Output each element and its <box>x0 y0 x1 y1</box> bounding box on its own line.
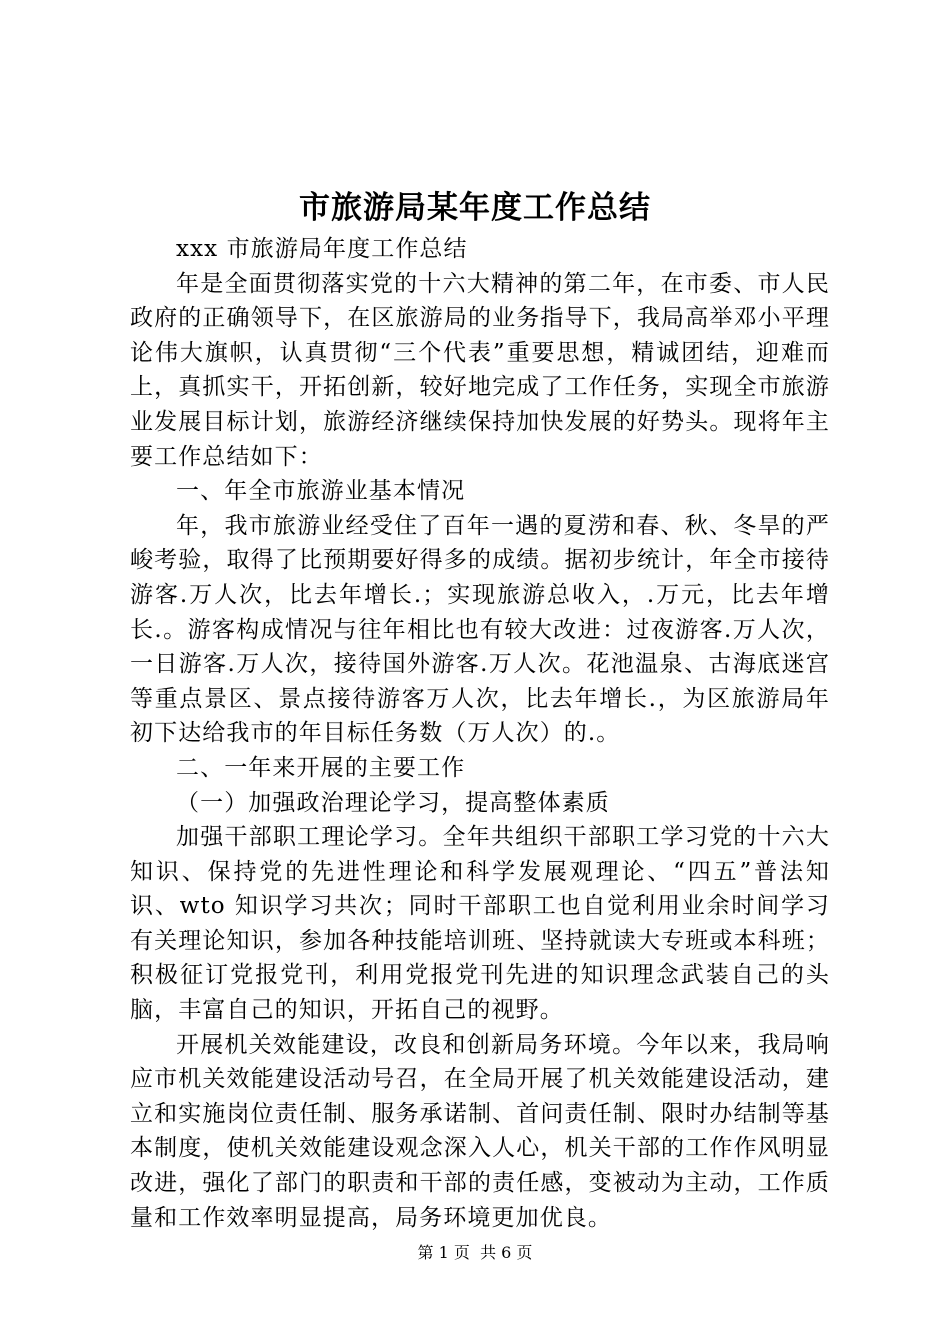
page-footer: 第 1 页 共 6 页 <box>417 1243 533 1262</box>
document-title: 市旅游局某年度工作总结 <box>299 190 651 226</box>
subsection-heading-1: （一）加强政治理论学习，提高整体素质 <box>176 789 610 816</box>
subtitle-paragraph: xxx 市旅游局年度工作总结 <box>176 236 468 262</box>
section-heading-1: 一、年全市旅游业基本情况 <box>176 478 466 505</box>
subsection-1-paragraph-1: 加强干部职工理论学习。全年共组织干部职工学习党的十六大知识、保持党的先进性理论和科学发展观理论、“四五”普法知识、wto 知识学习共次；同时干部职工也自觉利用业余时间学习有关理论知识，参加各种技能培训班、坚持就读大专班或本科班；积极征订党报党刊，利用党报党刊先进的知识理念武装自己的头脑，丰富自己的知识，开拓自己的视野。 <box>130 824 830 1024</box>
section-1-paragraph: 年，我市旅游业经受住了百年一遇的夏涝和春、秋、冬旱的严峻考验，取得了比预期要好得多的成绩。据初步统计，年全市接待游客.万人次，比去年增长.；实现旅游总收入，.万元，比去年增长.。游客构成情况与往年相比也有较大改进：过夜游客.万人次，一日游客.万人次，接待国外游客.万人次。花池温泉、古海底迷宫等重点景区、景点接待游客万人次，比去年增长.，为区旅游局年初下达给我市的年目标任务数（万人次）的.。 <box>130 512 830 747</box>
subsection-1-paragraph-2: 开展机关效能建设，改良和创新局务环境。今年以来，我局响应市机关效能建设活动号召，在全局开展了机关效能建设活动，建立和实施岗位责任制、服务承诺制、首问责任制、限时办结制等基本制度，使机关效能建设观念深入人心，机关干部的工作作风明显改进，强化了部门的职责和干部的责任感，变被动为主动，工作质量和工作效率明显提高，局务环境更加优良。 <box>130 1031 830 1231</box>
section-heading-2: 二、一年来开展的主要工作 <box>176 754 466 781</box>
document-body <box>130 232 830 1235</box>
intro-paragraph: 年是全面贯彻落实党的十六大精神的第二年，在市委、市人民政府的正确领导下，在区旅游局的业务指导下，我局高举邓小平理论伟大旗帜，认真贯彻“三个代表”重要思想，精诚团结，迎难而上，真抓实干，开拓创新，较好地完成了工作任务，实现全市旅游业发展目标计划，旅游经济继续保持加快发展的好势头。现将年主要工作总结如下： <box>130 270 830 470</box>
